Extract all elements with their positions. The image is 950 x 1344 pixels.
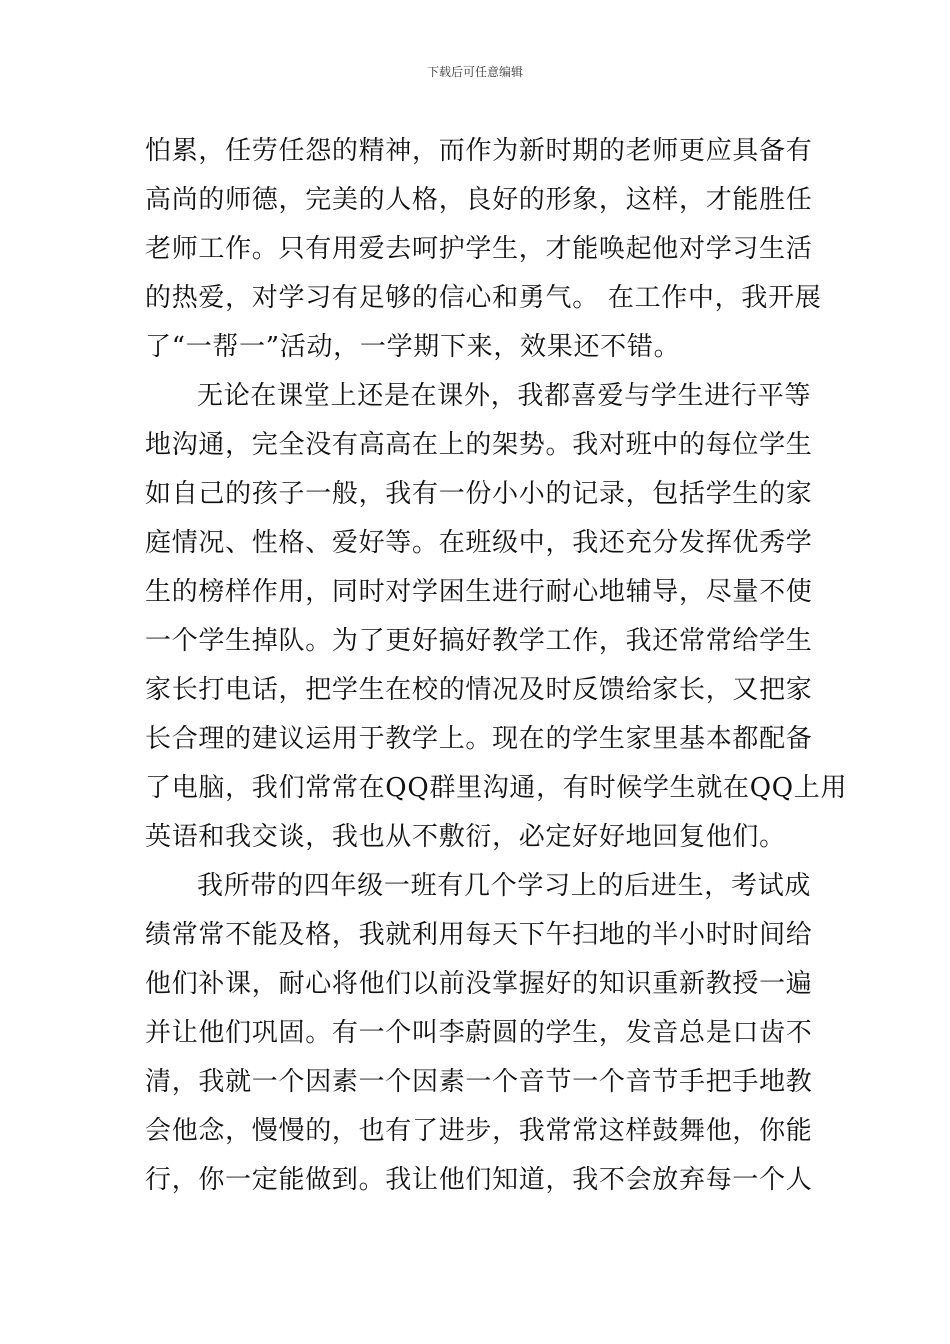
paragraph-1 [145,127,822,372]
text-line: 高尚的师德，完美的人格，良好的形象，这样，才能胜任 [145,185,813,215]
paragraph-3 [145,862,813,1205]
text-line: 我所带的四年级一班有几个学习上的后进生，考试成 [197,871,812,901]
text-line: 英语和我交谈，我也从不敷衍，必定好好地回复他们。 [145,822,786,852]
text-line: 长合理的建议运用于教学上。现在的学生家里基本都配备 [145,724,813,754]
text-line: 怕累，任劳任怨的精神，而作为新时期的老师更应具备有 [145,136,813,166]
text-line: 无论在课堂上还是在课外，我都喜爱与学生进行平等 [197,381,812,411]
text-line: 清，我就一个因素一个因素一个音节一个音节手把手地教 [145,1067,813,1097]
document-body [145,127,848,1205]
page-header: 下载后可任意编辑 [426,65,523,79]
text-line: 会他念，慢慢的，也有了进步，我常常这样鼓舞他，你能 [145,1116,813,1146]
text-line: 绩常常不能及格，我就利用每天下午扫地的半小时时间给 [145,920,813,950]
text-line: 庭情况、性格、爱好等。在班级中，我还充分发挥优秀学 [145,528,813,558]
text-line: 了“一帮一”活动，一学期下来，效果还不错。 [145,332,681,362]
text-line: 了电脑，我们常常在QQ群里沟通，有时候学生就在QQ上用 [145,773,848,803]
text-line: 家长打电话，把学生在校的情况及时反馈给家长，又把家 [145,675,813,705]
text-line: 一个学生掉队。为了更好搞好教学工作，我还常常给学生 [145,626,813,656]
text-line: 如自己的孩子一般，我有一份小小的记录，包括学生的家 [145,479,813,509]
text-line: 老师工作。只有用爱去呵护学生，才能唤起他对学习生活 [145,234,813,264]
text-line: 他们补课，耐心将他们以前没掌握好的知识重新教授一遍 [145,969,813,999]
text-line: 并让他们巩固。有一个叫李蔚圆的学生，发音总是口齿不 [145,1018,813,1048]
text-line: 生的榜样作用，同时对学困生进行耐心地辅导，尽量不使 [145,577,813,607]
text-line: 的热爱，对学习有足够的信心和勇气。 在工作中，我开展 [145,283,822,313]
text-line: 地沟通，完全没有高高在上的架势。我对班中的每位学生 [145,430,813,460]
paragraph-2 [145,372,848,862]
text-line: 行，你一定能做到。我让他们知道，我不会放弃每一个人 [145,1165,813,1195]
